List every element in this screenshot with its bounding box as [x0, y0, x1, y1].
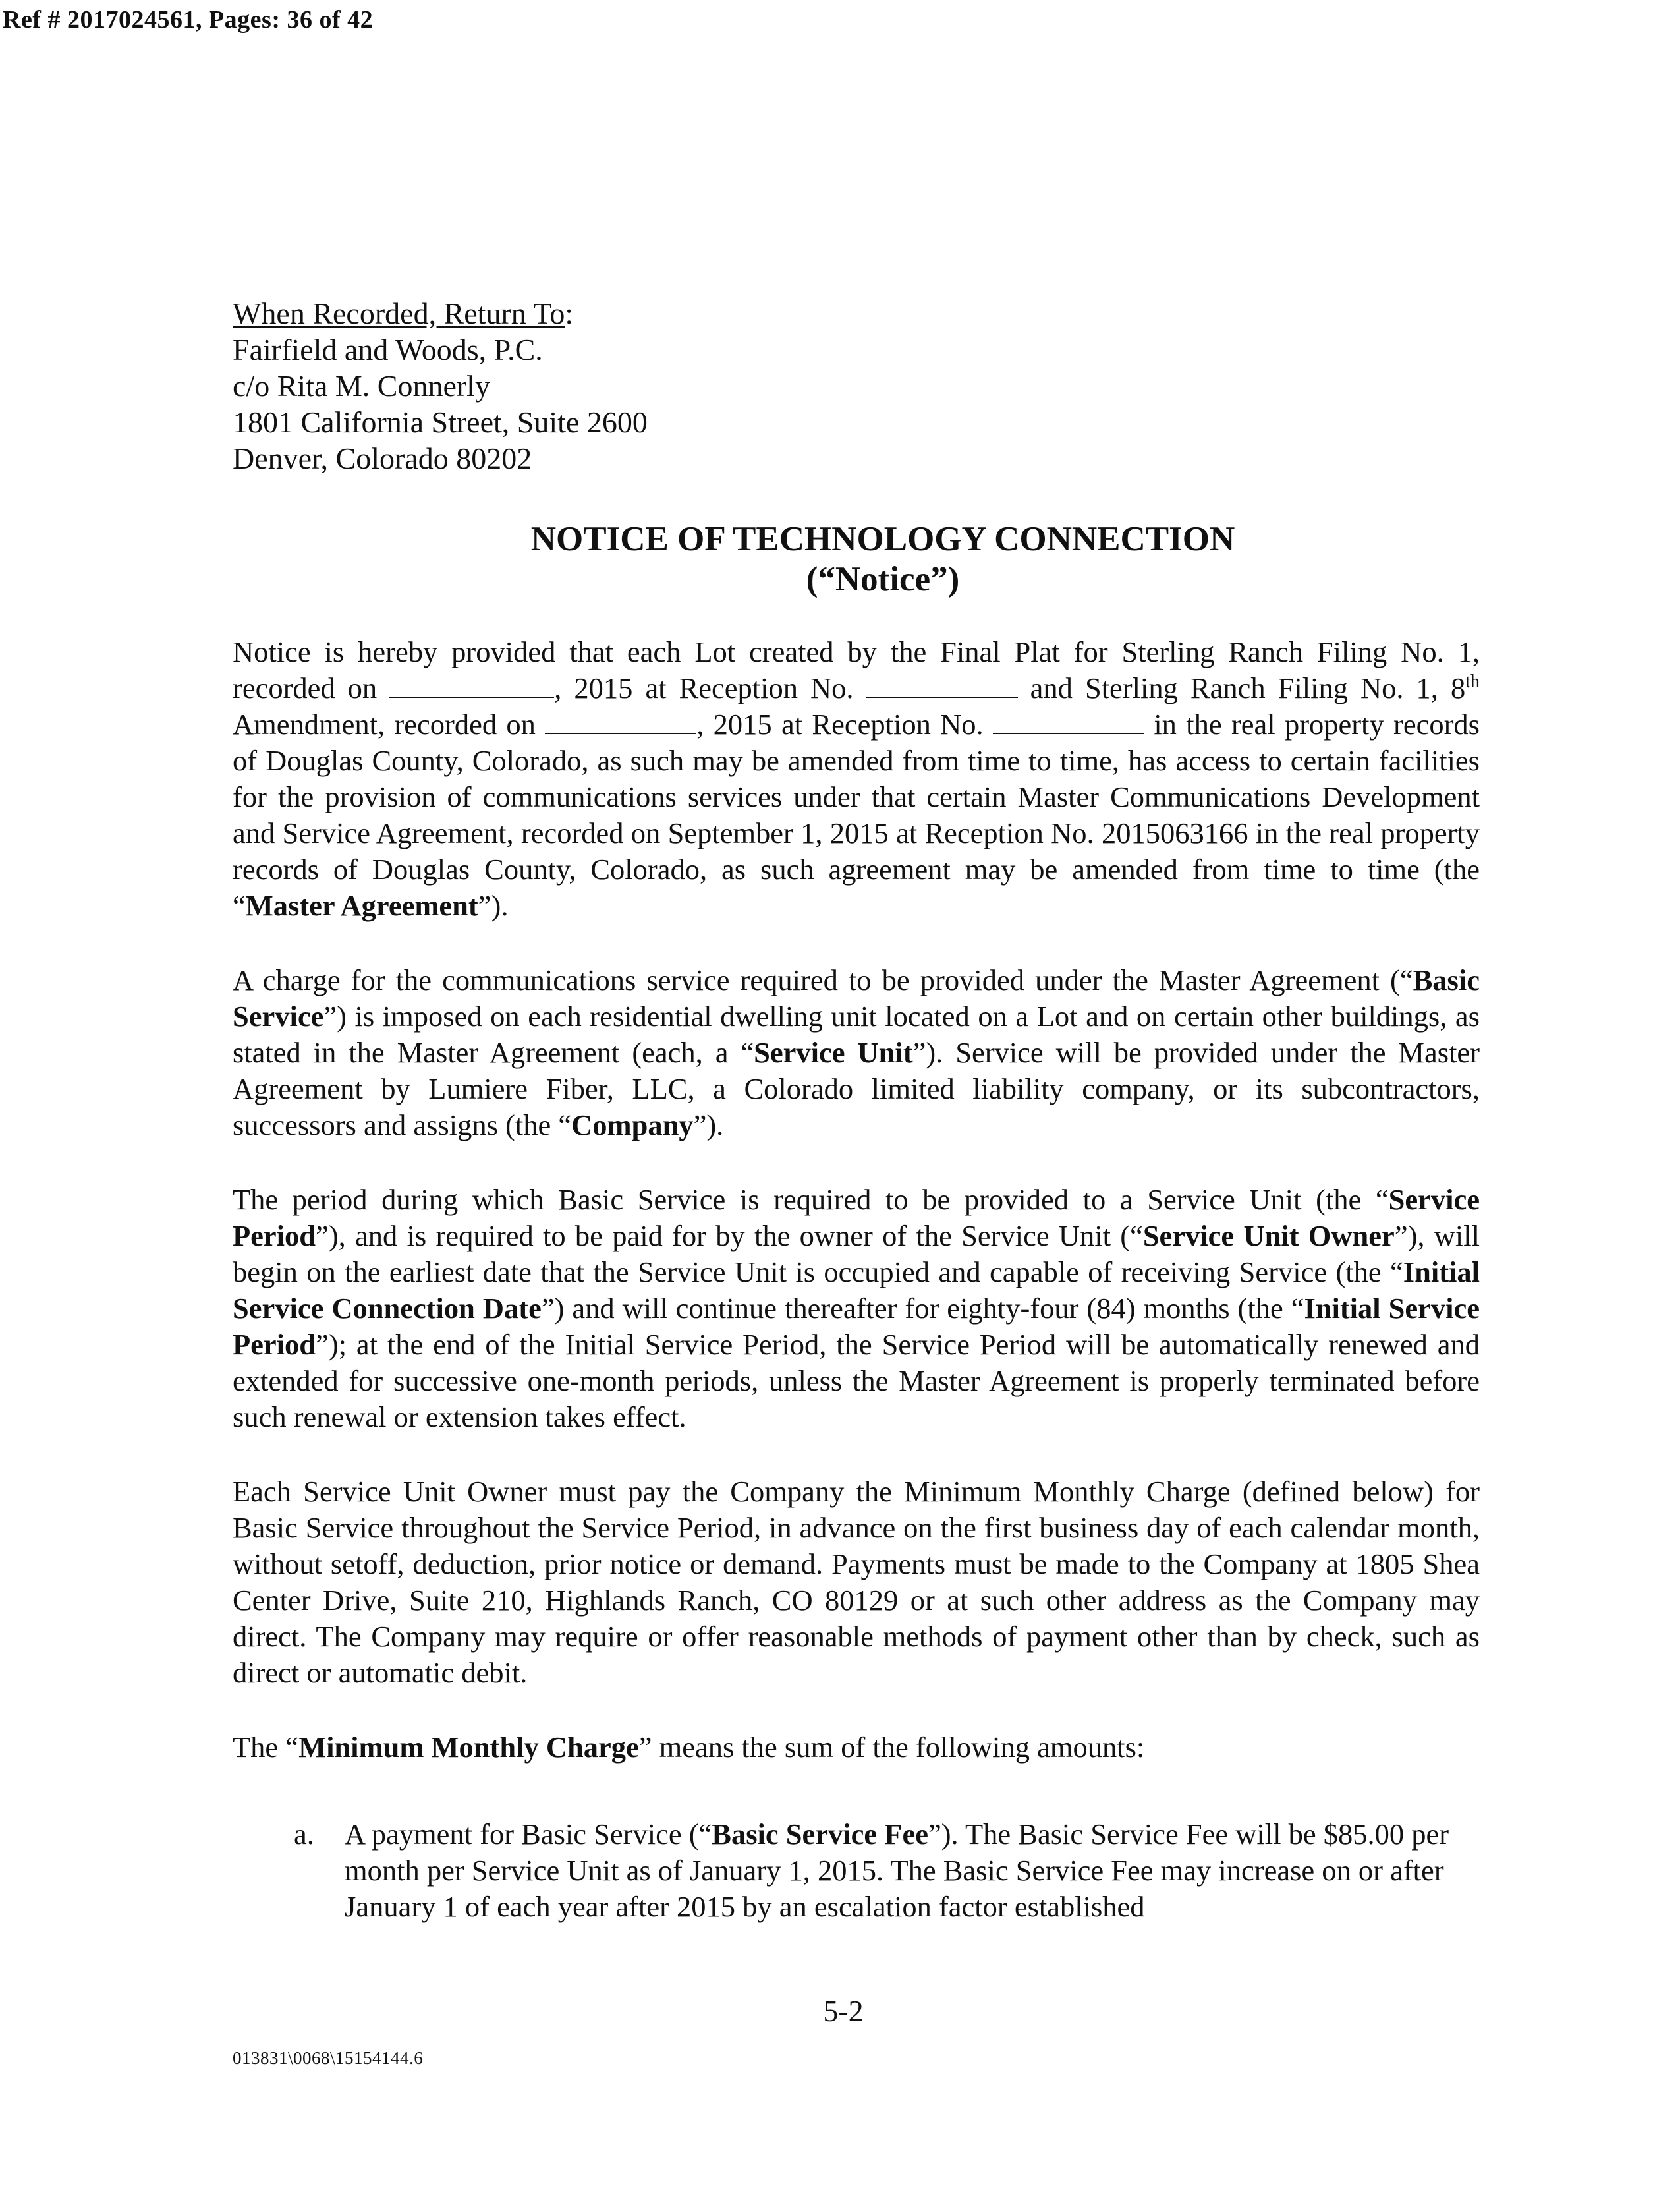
- defined-term: Initial Service Connection Date: [233, 1255, 1480, 1325]
- text-span: ”).: [693, 1108, 724, 1141]
- list-item-text: [345, 1816, 1480, 1925]
- text-span: The period during which Basic Service is required to be provided to a Service Unit (the “: [233, 1183, 1389, 1216]
- text-span: Notice is hereby provided that each Lot created by the Final Plat for Sterling Ranch Filing No. 1, recorded on: [233, 635, 1480, 704]
- blank-reception-1: [866, 696, 1018, 698]
- text-span: ” means the sum of the following amounts:: [638, 1731, 1145, 1764]
- text-span: , 2015 at Reception No.: [696, 708, 993, 741]
- defined-term: Company: [571, 1108, 694, 1141]
- text-span: ”). Service will be provided under the Master Agreement by Lumiere Fiber, LLC, a Colorado limited liability company, or its subcontractors, successors and assigns (the “: [233, 1036, 1480, 1141]
- defined-term: Minimum Monthly Charge: [298, 1731, 639, 1764]
- defined-term: Basic Service Fee: [712, 1818, 928, 1851]
- paragraph-charge: [233, 962, 1480, 1143]
- return-heading-label: When Recorded, Return To: [233, 297, 565, 330]
- list-item-a: [294, 1816, 1480, 1925]
- text-span: A charge for the communications service required to be provided under the Master Agreement (“: [233, 963, 1413, 996]
- document-id: 013831\0068\15154144.6: [233, 2048, 424, 2068]
- return-line-3: 1801 California Street, Suite 2600: [233, 405, 648, 439]
- text-span: ”), will begin on the earliest date that the Service Unit is occupied and capable of receiving Service (the “: [233, 1219, 1480, 1288]
- title-line-1: NOTICE OF TECHNOLOGY CONNECTION: [530, 520, 1235, 558]
- text-span: ”); at the end of the Initial Service Period, the Service Period will be automatically renewed and extended for successive one-month periods, unless the Master Agreement is properly terminated before such renewal or extension takes effect.: [233, 1328, 1480, 1433]
- text-span: in the real property records of Douglas County, Colorado, as such may be amended from time to time, has access to certain facilities for the provision of communications services under that certain Master Communications Development and Service Agreement, recorded on September 1, 2015 at Reception No. 2015063166 in the real property records of Douglas County, Colorado, as such agreement may be amended from time to time (the “: [233, 708, 1480, 922]
- text-span: ”).: [478, 889, 509, 922]
- blank-date-2: [545, 732, 696, 734]
- title-line-2: (“Notice”): [806, 560, 960, 598]
- defined-term: Service Unit Owner: [1142, 1219, 1395, 1252]
- reference-header: Ref # 2017024561, Pages: 36 of 42: [3, 6, 374, 34]
- defined-term: Service Period: [233, 1183, 1480, 1252]
- paragraph-service-period: [233, 1182, 1480, 1435]
- return-line-4: Denver, Colorado 80202: [233, 442, 532, 475]
- defined-term: Master Agreement: [245, 889, 478, 922]
- text-span: ”) and will continue thereafter for eighty-four (84) months (the “: [541, 1292, 1304, 1325]
- paragraph-payment: Each Service Unit Owner must pay the Company the Minimum Monthly Charge (defined below) for Basic Service throughout the Service Period, in advance on the first business day of each calendar month, without setoff, deduction, prior notice or demand. Payments must be made to the Company at 1805 Shea Center Drive, Suite 210, Highlands Ranch, CO 80129 or at such other address as the Company may direct. The Company may require or offer reasonable methods of payment other than by check, such as direct or automatic debit.: [233, 1475, 1480, 1689]
- defined-term: Basic Service: [233, 963, 1480, 1033]
- superscript: th: [1465, 672, 1480, 693]
- defined-term: Service Unit: [754, 1036, 913, 1069]
- text-span: ”). The Basic Service Fee will be $85.00 per month per Service Unit as of January 1, 2015. The Basic Service Fee may increase on or after January 1 of each year after 2015 by an escalation factor established: [345, 1818, 1449, 1923]
- return-address-block: [233, 295, 648, 476]
- text-span: , 2015 at Reception No.: [554, 672, 866, 704]
- document-title: [0, 519, 1680, 600]
- text-span: Amendment, recorded on: [233, 708, 546, 741]
- text-span: A payment for Basic Service (“: [345, 1818, 712, 1851]
- document-body: [233, 634, 1480, 1804]
- text-span: The “: [233, 1731, 299, 1764]
- list-item-label: a.: [294, 1818, 314, 1851]
- blank-reception-2: [993, 732, 1144, 734]
- paragraph-notice: [233, 634, 1480, 924]
- return-line-1: Fairfield and Woods, P.C.: [233, 333, 543, 366]
- paragraph-minimum-charge: [233, 1729, 1480, 1766]
- defined-term: Initial Service Period: [233, 1292, 1480, 1361]
- return-line-2: c/o Rita M. Connerly: [233, 369, 490, 403]
- text-span: and Sterling Ranch Filing No. 1, 8: [1017, 672, 1466, 704]
- text-span: ”), and is required to be paid for by the owner of the Service Unit (“: [316, 1219, 1143, 1252]
- return-heading: When Recorded, Return To:: [233, 297, 574, 330]
- page-number: 5-2: [823, 1994, 864, 2028]
- text-span: ”) is imposed on each residential dwelling unit located on a Lot and on certain other buildings, as stated in the Master Agreement (each, a “: [233, 1000, 1480, 1069]
- blank-date-1: [389, 696, 554, 698]
